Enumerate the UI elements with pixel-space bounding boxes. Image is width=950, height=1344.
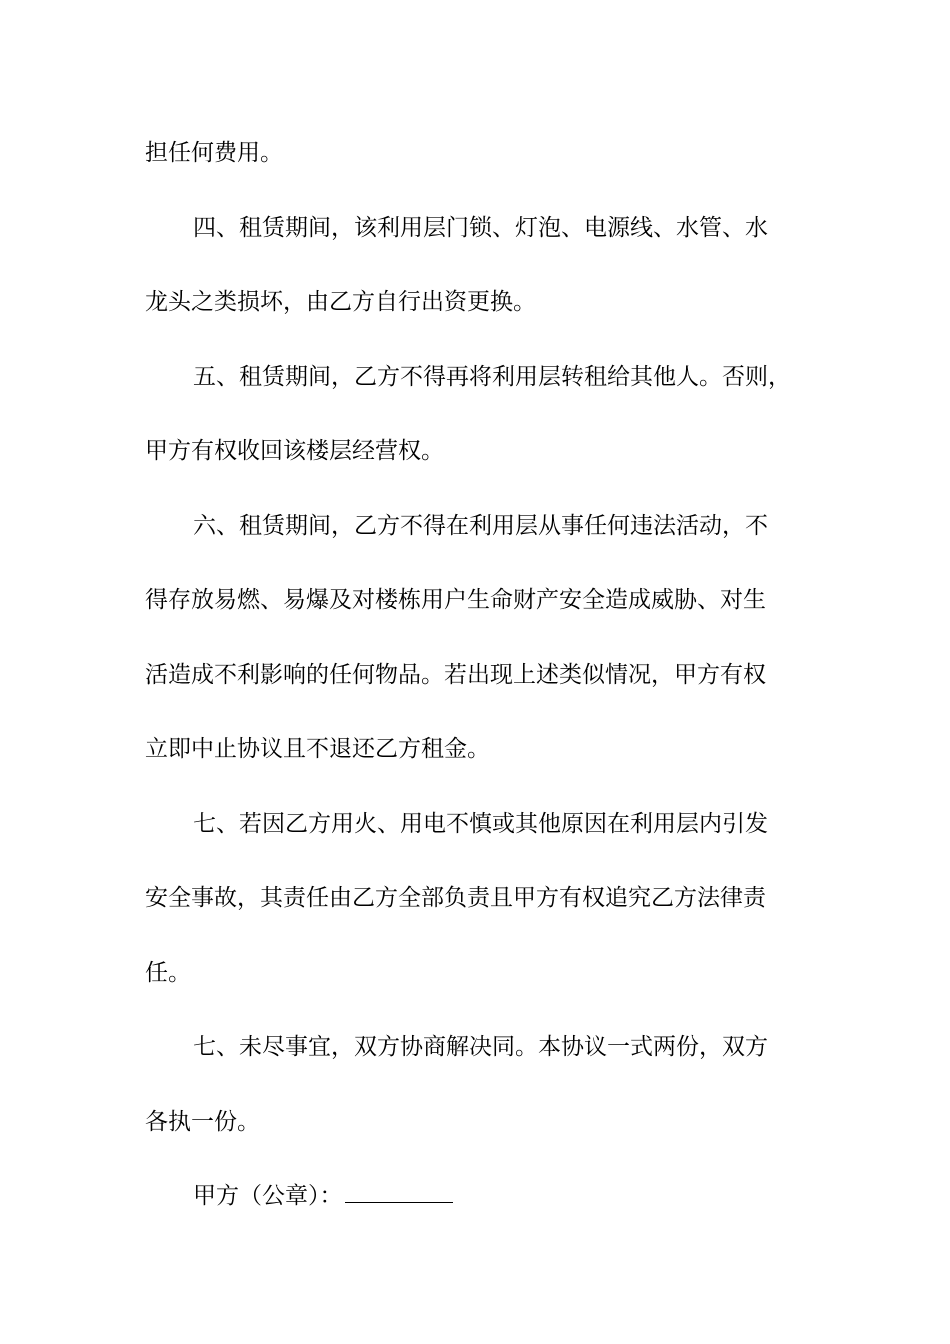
paragraph-line: 担任何费用。 <box>145 140 283 166</box>
paragraph-line: 五、租赁期间，乙方不得再将利用层转租给其他人。否则， <box>193 363 791 390</box>
signature-line <box>145 1171 805 1246</box>
paragraph-line: 七、若因乙方用火、用电不慎或其他原因在利用层内引发 <box>193 810 768 837</box>
paragraph-line: 立即中止协议且不退还乙方租金。 <box>145 736 490 762</box>
paragraph-line: 安全事故，其责任由乙方全部负责且甲方有权追究乙方法律责 <box>145 885 766 911</box>
paragraph-line: 得存放易燃、易爆及对楼栋用户生命财产安全造成威胁、对生 <box>145 587 766 613</box>
paragraph-line: 各执一份。 <box>145 1108 260 1135</box>
paragraph-line: 六、租赁期间，乙方不得在利用层从事任何违法活动，不 <box>193 512 768 539</box>
signature-blank <box>345 1176 453 1203</box>
paragraph-line: 龙头之类损坏，由乙方自行出资更换。 <box>145 289 536 315</box>
signature-label: 甲方（公章）： <box>193 1183 343 1209</box>
document-page <box>145 128 805 1246</box>
paragraph-line: 四、租赁期间，该利用层门锁、灯泡、电源线、水管、水 <box>193 214 768 241</box>
paragraph-line: 甲方有权收回该楼层经营权。 <box>145 438 444 464</box>
paragraph-line: 七、未尽事宜，双方协商解决同。本协议一式两份，双方 <box>193 1034 768 1060</box>
paragraph-line: 任。 <box>145 959 191 986</box>
paragraph-line: 活造成不利影响的任何物品。若出现上述类似情况，甲方有权 <box>145 661 766 688</box>
